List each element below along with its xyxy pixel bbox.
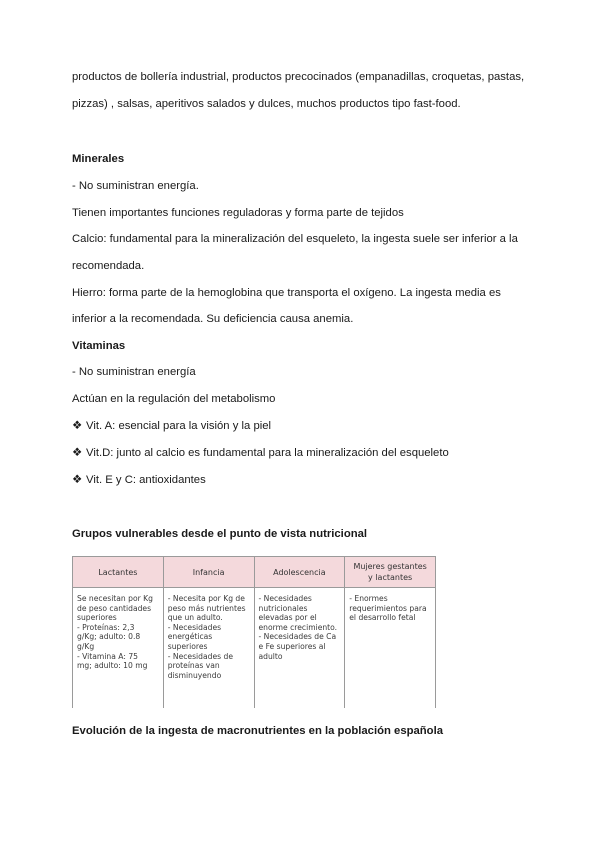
cell-infancia: - Necesita por Kg de peso más nutrientes que un adulto. - Necesidades energéticas superiores - Necesidades de proteínas van disminuyendo bbox=[163, 588, 254, 709]
intro-line-2: pizzas) , salsas, aperitivos salados y dulces, muchos productos tipo fast-food. bbox=[72, 98, 461, 110]
vulnerable-groups-table bbox=[72, 556, 436, 708]
diamond-bullet-icon: ❖ bbox=[72, 474, 83, 486]
vitaminas-heading: Vitaminas bbox=[72, 340, 126, 352]
vitaminas-line-2: Actúan en la regulación del metabolismo bbox=[72, 393, 276, 405]
cell-mujeres: - Enormes requerimientos para el desarrollo fetal bbox=[345, 588, 436, 709]
header-lactantes: Lactantes bbox=[73, 557, 164, 588]
header-adolescencia: Adolescencia bbox=[254, 557, 345, 588]
vitaminas-bullet-1 bbox=[72, 419, 271, 433]
minerales-line-6: inferior a la recomendada. Su deficiencia causa anemia. bbox=[72, 313, 354, 325]
minerales-line-4: recomendada. bbox=[72, 260, 145, 272]
header-mujeres: Mujeres gestantes y lactantes bbox=[345, 557, 436, 588]
vitaminas-bullet-3 bbox=[72, 473, 206, 487]
diamond-bullet-icon: ❖ bbox=[72, 447, 83, 459]
evolucion-heading: Evolución de la ingesta de macronutrientes en la población española bbox=[72, 725, 444, 737]
vitaminas-line-1: - No suministran energía bbox=[72, 366, 196, 378]
minerales-line-2: Tienen importantes funciones reguladoras y forma parte de tejidos bbox=[72, 207, 404, 219]
minerales-line-1: - No suministran energía. bbox=[72, 180, 199, 192]
bullet-text: Vit. A: esencial para la visión y la piel bbox=[86, 420, 272, 432]
diamond-bullet-icon: ❖ bbox=[72, 420, 83, 432]
header-infancia: Infancia bbox=[163, 557, 254, 588]
bullet-text: Vit. E y C: antioxidantes bbox=[86, 474, 206, 486]
bullet-text: Vit.D: junto al calcio es fundamental para la mineralización del esqueleto bbox=[86, 447, 449, 459]
minerales-line-5: Hierro: forma parte de la hemoglobina que transporta el oxígeno. La ingesta media es bbox=[72, 287, 501, 299]
cell-lactantes: Se necesitan por Kg de peso cantidades superiores - Proteínas: 2,3 g/Kg; adulto: 0.8 g/Kg - Vitamina A: 75 mg; adulto: 10 mg bbox=[73, 588, 164, 709]
minerales-line-3: Calcio: fundamental para la mineralización del esqueleto, la ingesta suele ser inferior a la bbox=[72, 233, 518, 245]
grupos-heading: Grupos vulnerables desde el punto de vista nutricional bbox=[72, 528, 368, 540]
cell-adolescencia: - Necesidades nutricionales elevadas por el enorme crecimiento. - Necesidades de Ca e Fe superiores al adulto bbox=[254, 588, 345, 709]
vitaminas-bullet-2 bbox=[72, 446, 449, 460]
minerales-heading: Minerales bbox=[72, 153, 125, 165]
intro-line-1: productos de bollería industrial, productos precocinados (empanadillas, croquetas, pastas, bbox=[72, 71, 525, 83]
